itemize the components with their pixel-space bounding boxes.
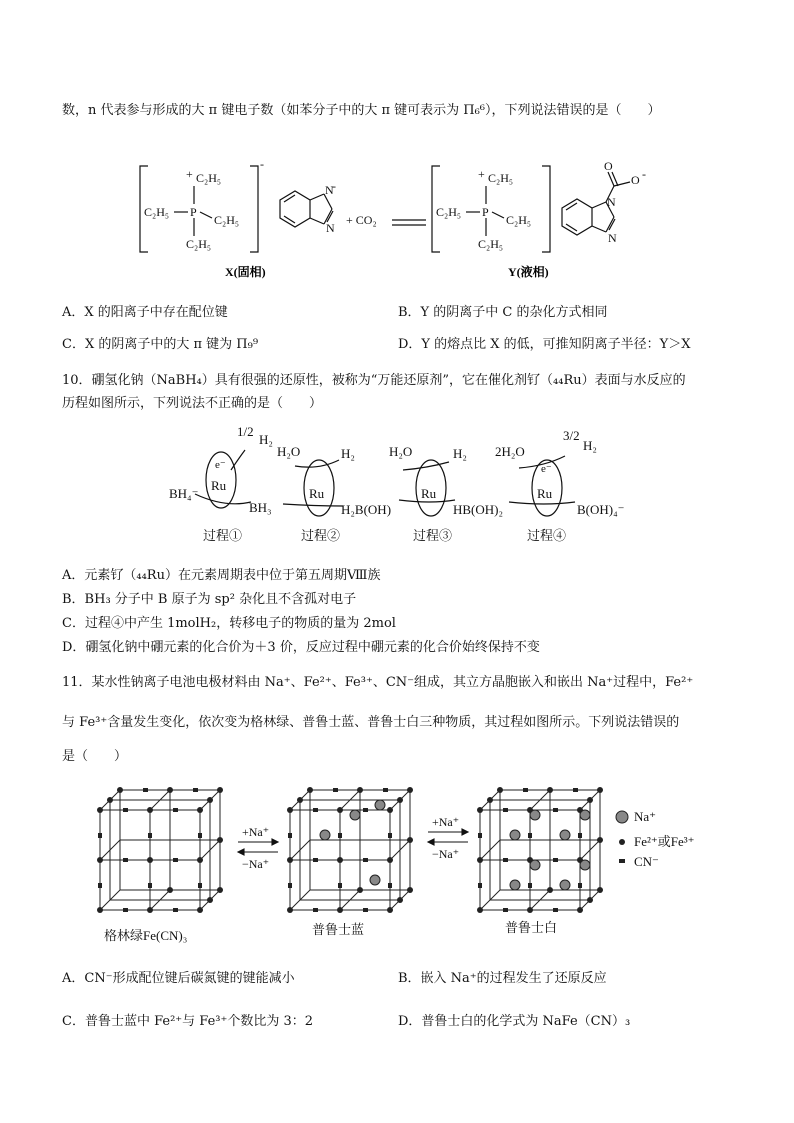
svg-text:BH₄⁻: BH₄⁻ [169,486,199,501]
svg-text:−Na⁺: −Na⁺ [242,857,270,871]
legend-na-icon [616,811,628,823]
svg-text:过程②: 过程② [301,528,341,543]
co2-label: + CO₂ [346,213,377,227]
svg-text:C₂H₅: C₂H₅ [506,213,532,227]
q11-option-d: D．普鲁士白的化学式为 NaFe（CN）₃ [398,1014,631,1029]
svg-text:过程④: 过程④ [527,528,567,543]
q11-stem-line3: 是（ ） [62,749,128,764]
svg-text:3/2: 3/2 [563,428,580,443]
svg-text:Ru: Ru [309,486,325,501]
svg-text:C₂H₅: C₂H₅ [196,171,222,185]
q9-reaction-figure [130,160,690,290]
white-cube [477,787,603,913]
svg-text:BH₃: BH₃ [249,500,272,515]
green-cube [97,787,223,913]
svg-text:O: O [631,173,640,187]
q11-option-a: A．CN⁻形成配位键后碳氮键的键能减小 [62,971,295,986]
svg-text:O: O [604,160,613,173]
svg-text:H₂O: H₂O [389,444,413,459]
svg-text:过程③: 过程③ [413,528,453,543]
q9-option-d: D．Y 的熔点比 X 的低，可推知阴离子半径：Y＞X [398,337,691,352]
svg-text:H₂: H₂ [341,446,355,461]
svg-text:格林绿Fe(CN)₃: 格林绿Fe(CN)₃ [104,928,188,943]
q9-option-a: A．X 的阳离子中存在配位键 [62,305,228,320]
q10-option-c: C．过程④中产生 1molH₂，转移电子的物质的量为 2mol [62,616,396,631]
svg-text:C₂H₅: C₂H₅ [144,205,170,219]
svg-text:N: N [608,231,617,245]
q10-option-b: B．BH₃ 分子中 B 原子为 sp² 杂化且不含孤对电子 [62,592,357,607]
legend-cn-icon [619,859,625,863]
svg-text:2H₂O: 2H₂O [495,444,525,459]
q9-option-b: B．Y 的阴离子中 C 的杂化方式相同 [398,305,608,320]
q10-stem-line1: 10．硼氢化钠（NaBH₄）具有很强的还原性，被称为“万能还原剂”，它在催化剂钌（₄₄Ru）表面与水反应的 [62,373,686,388]
svg-text:-: - [642,167,646,181]
svg-text:C₂H₅: C₂H₅ [214,213,240,227]
svg-text:Ru: Ru [421,486,437,501]
label-x-solid: X(固相) [225,265,266,279]
q10-mechanism-figure [165,420,635,550]
q11-option-b: B．嵌入 Na⁺的过程发生了还原反应 [398,971,607,986]
svg-text:过程①: 过程① [203,528,243,543]
svg-text:−Na⁺: −Na⁺ [432,847,460,861]
q10-option-a: A．元素钌（₄₄Ru）在元素周期表中位于第五周期Ⅷ族 [62,568,381,583]
svg-text:C₂H₅: C₂H₅ [488,171,514,185]
q11-crystal-figure [90,770,710,945]
blue-cube [287,787,413,913]
plus-charge-x: + [186,167,193,181]
svg-text:普鲁士蓝: 普鲁士蓝 [312,922,365,937]
svg-text:H₂: H₂ [583,438,597,453]
svg-text:H₂O: H₂O [277,444,301,459]
svg-text:N: N [607,195,616,209]
svg-text:CN⁻: CN⁻ [634,854,659,869]
svg-text:N: N [326,221,335,235]
svg-text:C₂H₅: C₂H₅ [186,237,212,251]
svg-text:-: - [260,160,264,171]
svg-text:P: P [190,205,197,219]
svg-text:+Na⁺: +Na⁺ [432,815,460,829]
svg-text:普鲁士白: 普鲁士白 [505,920,558,935]
svg-text:Ru: Ru [537,486,553,501]
svg-text:e⁻: e⁻ [215,459,226,471]
question-9-stem-tail: 数，n 代表参与形成的大 π 键电子数（如苯分子中的大 π 键可表示为 Π₆⁶），下列说法错误的是（ ） [62,103,661,118]
svg-text:H₂: H₂ [453,446,467,461]
q11-option-c: C．普鲁士蓝中 Fe²⁺与 Fe³⁺个数比为 3：2 [62,1014,314,1029]
svg-text:+: + [478,167,485,181]
svg-text:+Na⁺: +Na⁺ [242,825,270,839]
svg-text:H₂B(OH): H₂B(OH) [341,502,392,517]
svg-text:P: P [482,205,489,219]
q11-stem-line1: 11．某水性钠离子电池电极材料由 Na⁺、Fe²⁺、Fe³⁺、CN⁻组成，其立方晶胞嵌入和嵌出 Na⁺过程中，Fe²⁺ [62,675,694,690]
q11-stem-line2: 与 Fe³⁺含量发生变化，依次变为格林绿、普鲁士蓝、普鲁士白三种物质，其过程如图所示。下列说法错误的 [62,715,680,730]
q10-option-d: D．硼氢化钠中硼元素的化合价为＋3 价，反应过程中硼元素的化合价始终保持不变 [62,640,540,655]
svg-text:B(OH)₄⁻: B(OH)₄⁻ [577,502,625,517]
svg-text:N: N [325,183,334,197]
label-y-liquid: Y(液相) [508,265,549,279]
svg-text:C₂H₅: C₂H₅ [478,237,504,251]
svg-text:Fe²⁺或Fe³⁺: Fe²⁺或Fe³⁺ [634,834,695,849]
svg-text:HB(OH)₂: HB(OH)₂ [453,502,504,517]
svg-text:H₂: H₂ [259,432,273,447]
svg-text:1/2: 1/2 [237,424,254,439]
svg-text:C₂H₅: C₂H₅ [436,205,462,219]
svg-text:Na⁺: Na⁺ [634,809,657,824]
q10-stem-line2: 历程如图所示，下列说法不正确的是（ ） [62,396,323,411]
svg-text:Ru: Ru [211,478,227,493]
svg-text:-: - [332,179,336,193]
legend-fe-icon [619,839,625,845]
q9-option-c: C．X 的阴离子中的大 π 键为 Π₉⁹ [62,337,259,352]
svg-text:e⁻: e⁻ [541,463,552,475]
